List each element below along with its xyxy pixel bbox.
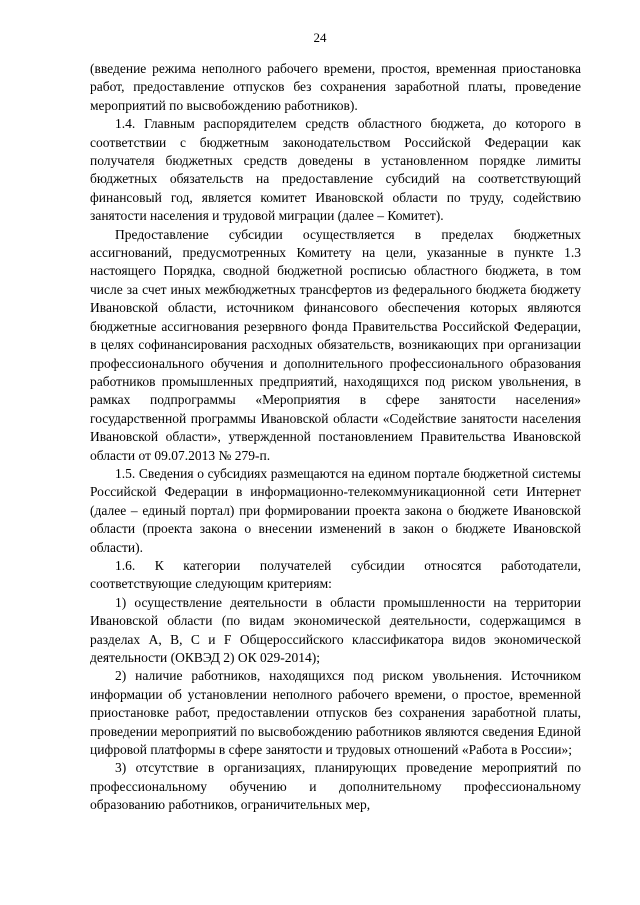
criterion-2: 2) наличие работников, находящихся под риском увольнения. Источником информации об установлении неполного рабочего времени, о простое, временной приостановке работ, предоставлении отпусков без сохранения заработной платы, проведении мероприятий по высвобождению работников являются сведения Единой цифровой платформы в сфере занятости и трудовых отношений «Работа в России»; [90,668,581,758]
criterion-3: 3) отсутствие в организациях, планирующих проведение мероприятий по профессиональному обучению и дополнительному профессиональному образованию работников, ограничительных мер, [90,760,581,813]
paragraph-subsidy-provision: Предоставление субсидии осуществляется в пределах бюджетных ассигнований, предусмотренных Комитету на цели, указанные в пункте 1.3 настоящего Порядка, сводной бюджетной росписью областного бюджета, в том числе за счет иных межбюджетных трансфертов из федерального бюджета бюджету Ивановской области, источником финансового обеспечения которых являются бюджетные ассигнования резервного фонда Правительства Российской Федерации, в целях софинансирования расходных обязательств, возникающих при организации профессионального обучения и дополнительного профессионального образования работников промышленных предприятий, находящихся под риском увольнения, в рамках подпрограммы «Мероприятия в сфере занятости населения» государственной программы Ивановской области «Содействие занятости населения Ивановской области», утвержденной постановлением Правительства Ивановской области от 09.07.2013 № 279-п. [90,226,581,463]
paragraph-1-5: 1.5. Сведения о субсидиях размещаются на едином портале бюджетной системы Российской Федерации в информационно-телекоммуникационной сети Интернет (далее – единый портал) при формировании проекта закона о бюджете Ивановской области (проекта закона о внесении изменений в закон о бюджете Ивановской области). [90,465,581,555]
paragraph-1-4: 1.4. Главным распорядителем средств областного бюджета, до которого в соответствии с бюджетным законодательством Российской Федерации как получателя бюджетных средств доведены в установленном порядке лимиты бюджетных обязательств на предоставление субсидий на соответствующий финансовый год, является комитет Ивановской области по труду, содействию занятости населения и трудовой миграции (далее – Комитет). [90,116,581,224]
paragraph-continuation: (введение режима неполного рабочего времени, простоя, временная приостановка работ, предоставление отпусков без сохранения заработной платы, проведение мероприятий по высвобождению работников). [90,61,581,113]
document-body [90,60,581,815]
criterion-1: 1) осуществление деятельности в области промышленности на территории Ивановской области (по видам экономической деятельности, содержащимся в разделах А, В, С и F Общероссийского классификатора видов экономической деятельности (ОКВЭД 2) ОК 029-2014); [90,594,581,665]
page-number: 24 [313,30,327,45]
paragraph-1-6: 1.6. К категории получателей субсидии относятся работодатели, соответствующие следующим критериям: [90,557,581,592]
